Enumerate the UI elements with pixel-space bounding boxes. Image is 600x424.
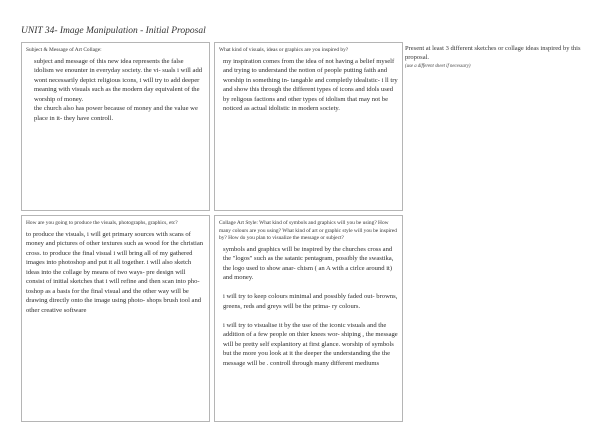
subject-message-answer[interactable]: subject and message of this new idea represents the false idolism we enounter in everyday society. the vi- suals i will add wont necessarily depict religious icons, i will try to add deeper meaning with visuals such as the modern day equivalent of the worship of money. the church also has power because of money and the value we place in it- they have controll.	[34, 57, 203, 122]
production-box	[21, 215, 210, 422]
sketch-instruction-text: Present at least 3 different sketches or collage ideas inspired by this proposal.	[405, 45, 581, 62]
collage-style-box	[214, 215, 403, 422]
inspiration-box	[214, 42, 403, 211]
production-question: How are you going to produce the visuals, photographs, graphics, etc?	[26, 220, 178, 226]
collage-style-answer[interactable]: symbols and graphics will be inspired by the churches cross and the "logos" such as the satanic pentagram, possibly the swastika, the logo used to show anar- chism ( an A with a cirlce around it) and money. i will try to keep colours minimal and possibly faded out- browns, greens, reds and greys will be the prima- ry colours. i will try to visualise it by the use of the iconic visuals and the addition of a few people on thier knees wor- shiping , the message will be pretty self explanitory at first glance. worship of symbols but the more you look at it the deeper the understanding the the message will be . controll through many different mediums	[223, 245, 398, 367]
subject-message-box	[21, 42, 210, 211]
inspiration-question: What kind of visuals, ideas or graphics are you inspired by?	[219, 47, 349, 53]
collage-style-question: Collage Art Style: What kind of symbols and graphics will you be using? How many colours are you using? What kind of art or graphic style will you be inspired by? How do you plan to visualize the message or subject?	[219, 220, 397, 242]
page-title: UNIT 34- Image Manipulation - Initial Proposal	[21, 26, 206, 36]
inspiration-answer[interactable]: my inspiration comes from the idea of not having a belief myself and trying to understand the notion of people putting faith and worship in something in- tangable and completly idealistic- i ll try and show this through the different types of icons and idols used by religous factions and other types of idolism that may not be noticed as actual idolistic in modern society.	[223, 57, 398, 113]
sketch-instructions	[405, 44, 585, 70]
production-answer[interactable]: to produce the visuals, i will get primary sources with scans of money and pictures of other textures such as wood for the christian cross. to produce the final visual i will bring all of my gathered images into photoshop and put it all together. i will also sketch ideas into the collage by means of two ways- pre design will consist of initial sketches that i will refine and then scan into pho- toshop as a basis for the final visual and the other way will be drawing directly onto the image using photo- shops brush tool and other creative software	[26, 230, 204, 314]
sketch-instruction-note: (use a different sheet if necessary)	[405, 64, 471, 70]
subject-message-question: Subject & Message of Art Collage:	[26, 47, 102, 53]
